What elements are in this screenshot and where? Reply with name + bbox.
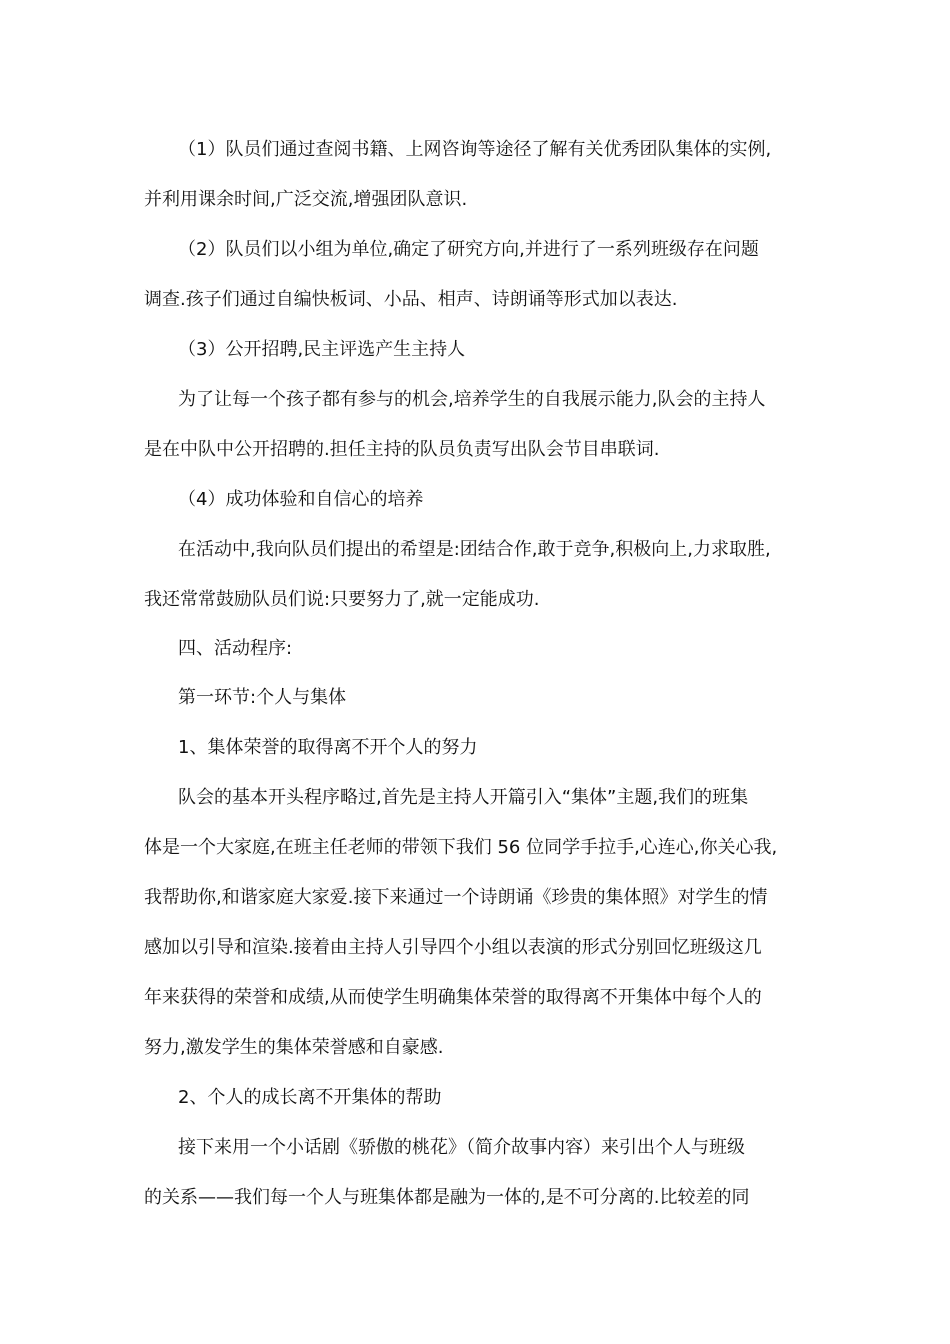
paragraph-line: 接下来用一个小话剧《骄傲的桃花》（简介故事内容）来引出个人与班级 [178, 1137, 745, 1158]
paragraph-line: 体是一个大家庭,在班主任老师的带领下我们 56 位同学手拉手,心连心,你关心我, [144, 837, 778, 858]
paragraph-line: 我帮助你,和谐家庭大家爱.接下来通过一个诗朗诵《珍贵的集体照》对学生的情 [144, 887, 768, 908]
paragraph-line: 努力,激发学生的集体荣誉感和自豪感. [144, 1037, 444, 1058]
paragraph-line: 的关系——我们每一个人与班集体都是融为一体的,是不可分离的.比较差的同 [144, 1187, 750, 1208]
section-heading: 四、活动程序: [178, 638, 293, 659]
paragraph-line: （3）公开招聘,民主评选产生主持人 [178, 339, 466, 360]
paragraph-line: 我还常常鼓励队员们说:只要努力了,就一定能成功. [144, 589, 540, 610]
paragraph-line: 是在中队中公开招聘的.担任主持的队员负责写出队会节目串联词. [144, 439, 660, 460]
subsection-heading: 2、个人的成长离不开集体的帮助 [178, 1087, 442, 1108]
paragraph-line: 并利用课余时间,广泛交流,增强团队意识. [144, 189, 468, 210]
subsection-heading: 1、集体荣誉的取得离不开个人的努力 [178, 737, 478, 758]
paragraph-line: （1）队员们通过查阅书籍、上网咨询等途径了解有关优秀团队集体的实例, [178, 139, 772, 160]
subsection-heading: 第一环节:个人与集体 [178, 687, 347, 708]
paragraph-line: 为了让每一个孩子都有参与的机会,培养学生的自我展示能力,队会的主持人 [178, 389, 766, 410]
paragraph-line: 队会的基本开头程序略过,首先是主持人开篇引入“集体”主题,我们的班集 [178, 787, 749, 808]
paragraph-line: （4）成功体验和自信心的培养 [178, 489, 424, 510]
paragraph-line: 调查.孩子们通过自编快板词、小品、相声、诗朗诵等形式加以表达. [144, 289, 678, 310]
paragraph-line: 年来获得的荣誉和成绩,从而使学生明确集体荣誉的取得离不开集体中每个人的 [144, 987, 762, 1008]
paragraph-line: 感加以引导和渲染.接着由主持人引导四个小组以表演的形式分别回忆班级这几 [144, 937, 762, 958]
paragraph-line: 在活动中,我向队员们提出的希望是:团结合作,敢于竞争,积极向上,力求取胜, [178, 539, 771, 560]
paragraph-line: （2）队员们以小组为单位,确定了研究方向,并进行了一系列班级存在问题 [178, 239, 759, 260]
